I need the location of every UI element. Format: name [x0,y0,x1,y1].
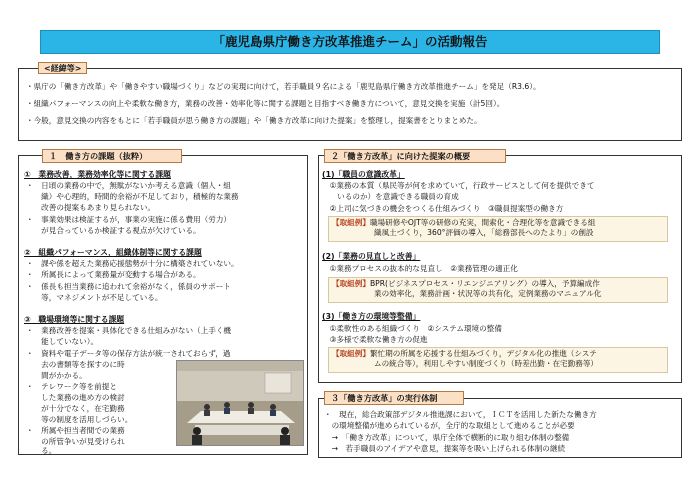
example-line: ムの統合等），利用しやすい制度づくり（時差出勤・在宅勤務等） [374,358,599,368]
example-label: 【取組例】 [332,279,370,288]
implementation-line: → 若手職員のアイデアや意見，提案等を吸い上げられる体制の継続 [324,444,566,453]
example-box [328,277,668,303]
proposal-line: ①業務の本質（県民等が何を求めていて，行政サービスとして何を提供できて [322,181,595,190]
issue-line: ・ 所属や担当者間での業務 [26,426,125,435]
issue-section-title: ① 業務改善，業務効率化等に関する課題 [24,170,171,179]
example-line: BPR(ビジネスプロセス・リエンジニアリング）の導入，予算編成作 [369,279,600,288]
meeting-photo [176,360,304,446]
issue-line: ・ テレワーク等を前提と [26,382,117,391]
proposals-header: ２「働き方改革」に向けた提案の概要 [324,149,506,163]
issue-line: 織）や心理的，時間的余裕が不足しており，積極的な業務 [26,192,239,201]
issue-line: ・ 業務改善を提案・具体化できる仕組みがない（上手く機 [26,326,232,335]
issue-line: ・ 日頃の業務の中で，無駄がないか考える意識（個人・組 [26,181,231,190]
issue-section-title: ③ 職場環境等に関する課題 [24,315,125,324]
proposal-line: いるのか）を意識できる職員の育成 [322,192,459,201]
example-label: 【取組例】 [332,349,370,358]
example-line: 業の効率化，業務計画・状況等の共有化，定例業務のマニュアル化 [374,288,602,298]
issue-line: ・ 所属長によって業務量が変動する場合がある。 [26,270,201,279]
issue-line: 間がかかる。 [26,371,87,380]
issue-section-title: ② 組織パフォーマンス，組織体制等に関する課題 [24,248,202,257]
example-line: 織風土づくり，360°評価の導入，「総務部長へのたより」の創設 [374,227,594,237]
issue-line: ・ 事業効果は検証するが，事業の実施に係る費用（労力） [26,215,232,224]
issue-line: 等，マネジメントが不足している。 [26,293,163,302]
proposal-line: ③多様で柔軟な働き方の促進 [322,335,428,344]
proposal-line: ①柔軟性のある組織づくり ②システム環境の整備 [322,324,502,333]
example-box [328,347,668,373]
issue-line: ・ 係長も担当業務に追われて余裕がなく，係員のサポート [26,282,231,291]
issue-line: 去の書類等を探すのに時 [26,360,125,369]
page-title: 「鹿児島県庁働き方改革推進チーム」の活動報告 [40,30,660,54]
issue-line: が十分でなく，在宅勤務 [26,404,125,413]
proposal-title: (1)「職員の意識改革」 [322,170,405,179]
issue-line: ・ 資料や電子データ等の保存方法が統一されておらず，過 [26,349,231,358]
issue-line: した業務の進め方の検討 [26,393,125,402]
issue-line: 改善の提案もあまり見られない。 [26,203,156,212]
implementation-line: の環境整備が進められているが，全庁的な取組として進めることが必要 [324,421,575,430]
proposal-line: ①業務プロセスの抜本的な見直し ②業務管理の適正化 [322,264,518,273]
example-line: 繁忙期の所属を応援する仕組みづくり，デジタル化の推進（システ [369,349,597,358]
background-line: ・県庁の「働き方改革」や「働きやすい職場づくり」などの実現に向けて，若手職員９名による「鹿児島県庁働き方改革推進チーム」を発足（R3.6）。 [26,82,541,91]
implementation-header: ３「働き方改革」の実行体制 [324,391,464,405]
issue-line: る。 [26,446,57,455]
issue-line: が見合っているか検証する視点が欠けている。 [26,226,201,235]
background-line: ・組織パフォーマンスの向上や柔軟な働き方，業務の改善・効率化等に関する課題と目指すべき働き方について，意見交換を実施（計5回）。 [26,99,505,108]
issue-line: の所管争いが見受けられ [26,437,125,446]
implementation-line: → 「働き方改革」について，県庁全体で横断的に取り組む体制の整備 [324,433,570,442]
issue-line: 能していない）。 [26,337,99,346]
proposal-title: (3)「働き方の環境等整備」 [322,312,421,321]
background-tag: <経緯等> [38,62,87,74]
issue-line: ・ 課や係を超えた業務応援態勢が十分に構築されていない。 [26,259,239,268]
issues-header: １ 働き方の課題（抜粋） [42,149,182,163]
background-lines [26,82,676,133]
proposal-line: ②上司に気づきの機会をつくる仕組みづくり ③職員提案型の働き方 [322,204,564,213]
implementation-line: ・ 現在，総合政策部デジタル推進課において，ＩＣＴを活用した新たな働き方 [324,410,597,419]
example-label: 【取組例】 [332,218,370,227]
background-line: ・今般，意見交換の内容をもとに「若手職員が思う働き方の課題」や「働き方改革に向けた提案」を整理し，提案書をとりまとめた。 [26,116,482,125]
example-box [328,216,668,242]
proposal-title: (2)「業務の見直しと改善」 [322,252,421,261]
issue-line: 等の制度を活用しづらい。 [26,415,133,424]
example-line: 職場研修やOJT等の研修の充実，間索化・合理化等を意識できる組 [369,218,596,227]
